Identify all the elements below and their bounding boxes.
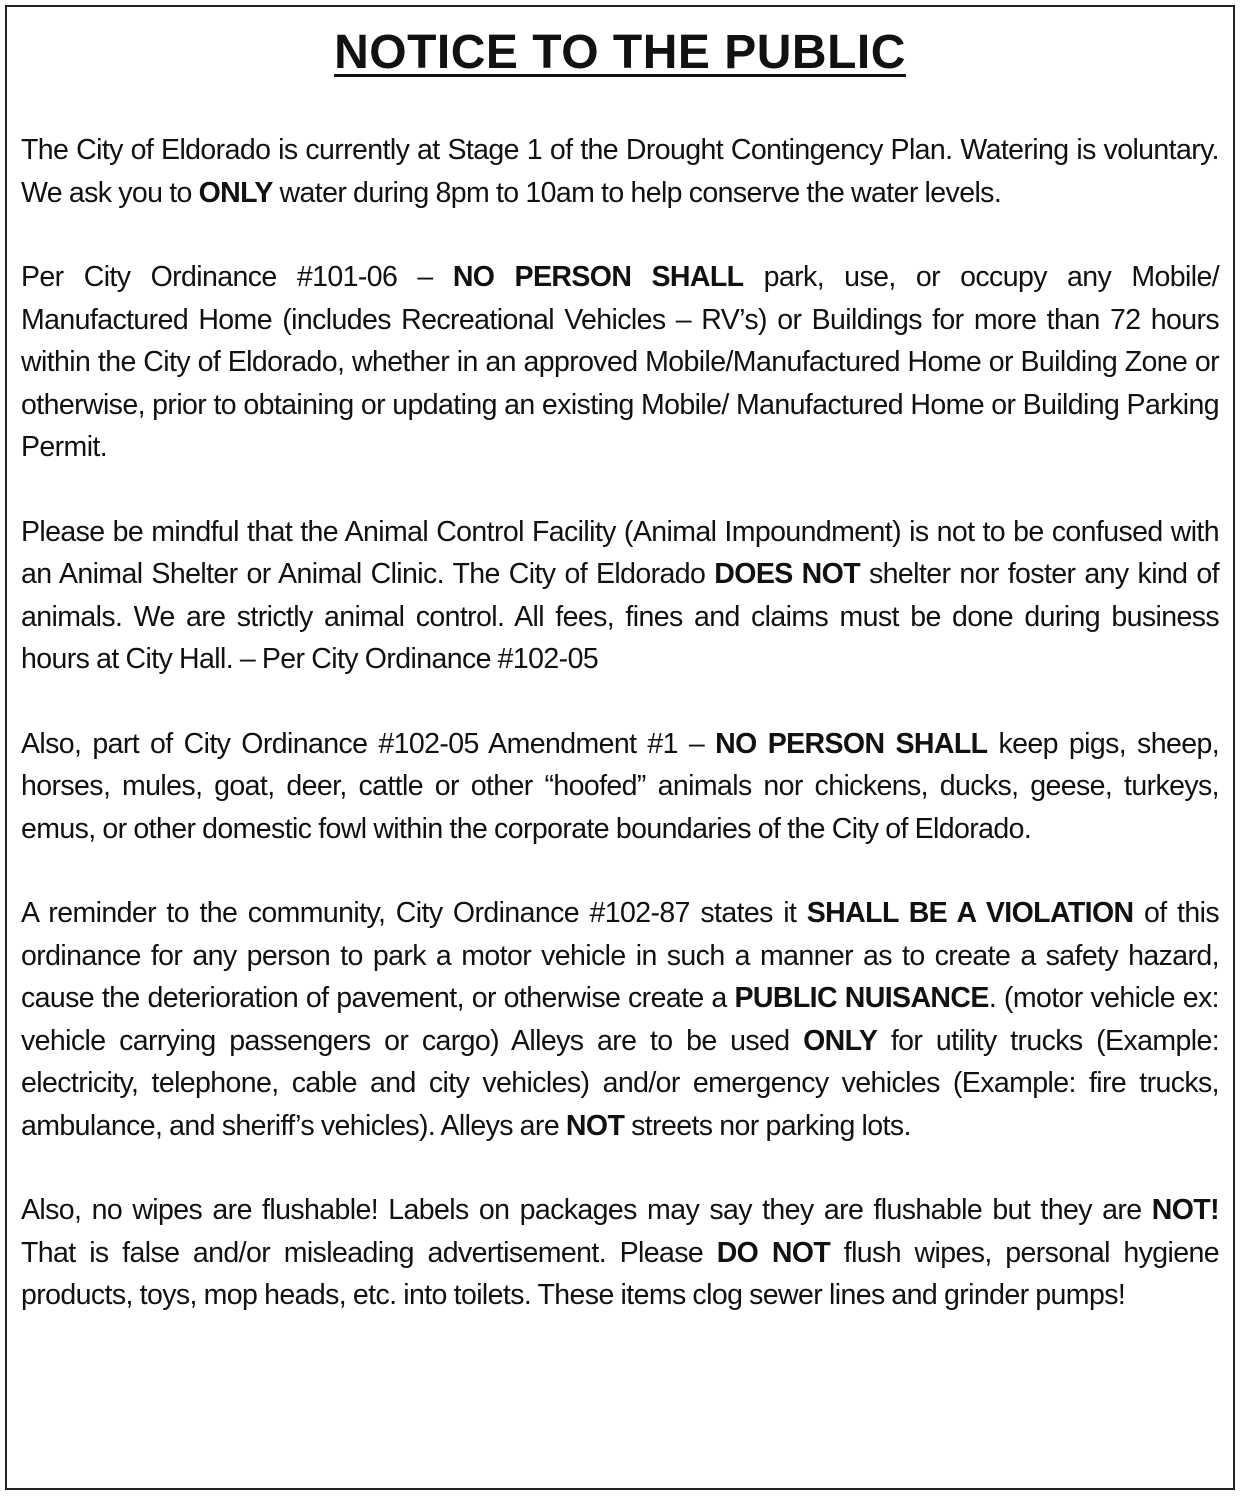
text-segment: A reminder to the community, City Ordinance #102-87 states it — [21, 897, 807, 929]
emphasis: NO PERSON SHALL — [452, 261, 744, 293]
text-segment: That is false and/or misleading advertisement. Please — [21, 1236, 717, 1269]
emphasis: NOT — [565, 1109, 625, 1142]
text-segment: water during 8pm to 10am to help conserve the water levels. — [272, 176, 1002, 209]
paragraph-livestock-ordinance — [21, 723, 1219, 851]
text-segment: Per City Ordinance #101-06 – — [21, 261, 453, 293]
emphasis: NOT! — [1151, 1194, 1219, 1226]
text-segment: shelter nor foster any kind of animals. We are strictly animal control. All fees, fines and claims must be done during business hours at City Hall. – Per City Ordinance #102-05 — [21, 558, 1219, 675]
notice-body — [21, 129, 1219, 1317]
emphasis: ONLY — [198, 176, 273, 209]
paragraph-flushable-wipes — [21, 1189, 1219, 1317]
paragraph-parking-ordinance — [21, 892, 1219, 1147]
notice-frame — [5, 5, 1235, 1490]
emphasis: DO NOT — [716, 1236, 831, 1269]
text-segment: streets nor parking lots. — [624, 1109, 911, 1142]
text-segment: Please be mindful that the Animal Control Facility (Animal Impoundment) is not to be confused with an Animal Shelter or Animal Clinic. The City of Eldorado — [21, 515, 1219, 590]
emphasis: ONLY — [803, 1024, 878, 1057]
text-segment: The City of Eldorado is currently at Stage 1 of the Drought Contingency Plan. Watering is voluntary. We ask you to — [21, 134, 1219, 209]
text-segment: flush wipes, personal hygiene products, toys, mop heads, etc. into toilets. These items clog sewer lines and grinder pumps! — [21, 1236, 1219, 1311]
text-segment: Also, no wipes are flushable! Labels on packages may say they are flushable but they are — [21, 1194, 1152, 1226]
paragraph-animal-control — [21, 511, 1219, 681]
text-segment: keep pigs, sheep, horses, mules, goat, deer, cattle or other “hoofed” animals nor chickens, ducks, geese, turkeys, emus, or other domestic fowl within the corporate boundaries of the City of Eldorado. — [21, 727, 1220, 845]
emphasis: SHALL BE A VIOLATION — [806, 897, 1134, 929]
paragraph-mobile-home-ordinance — [21, 256, 1219, 469]
text-segment: for utility trucks (Example: electricity, telephone, cable and city vehicles) and/or emergency vehicles (Example: fire trucks, ambulance, and sheriff’s vehicles). Alleys are — [21, 1024, 1220, 1142]
text-segment: . (motor vehicle ex: vehicle carrying passengers or cargo) Alleys are to be used — [21, 982, 1219, 1057]
emphasis: PUBLIC NUISANCE — [734, 982, 989, 1014]
emphasis: DOES NOT — [714, 558, 861, 590]
paragraph-drought — [21, 129, 1219, 214]
notice-title: NOTICE TO THE PUBLIC — [334, 26, 906, 79]
text-segment: park, use, or occupy any Mobile/ Manufactured Home (includes Recreational Vehicles – RV’s) or Buildings for more than 72 hours within the City of Eldorado, whether in an approved Mobile/Manufactured Home or Building Zone or otherwise, prior to obtaining or updating an existing Mobile/ Manufactured Home or Building Parking Permit. — [21, 261, 1220, 463]
emphasis: NO PERSON SHALL — [715, 727, 988, 760]
text-segment: Also, part of City Ordinance #102-05 Amendment #1 – — [21, 727, 716, 760]
text-segment: of this ordinance for any person to park a motor vehicle in such a manner as to create a safety hazard, cause the deterioration of pavement, or otherwise create a — [21, 897, 1219, 1014]
